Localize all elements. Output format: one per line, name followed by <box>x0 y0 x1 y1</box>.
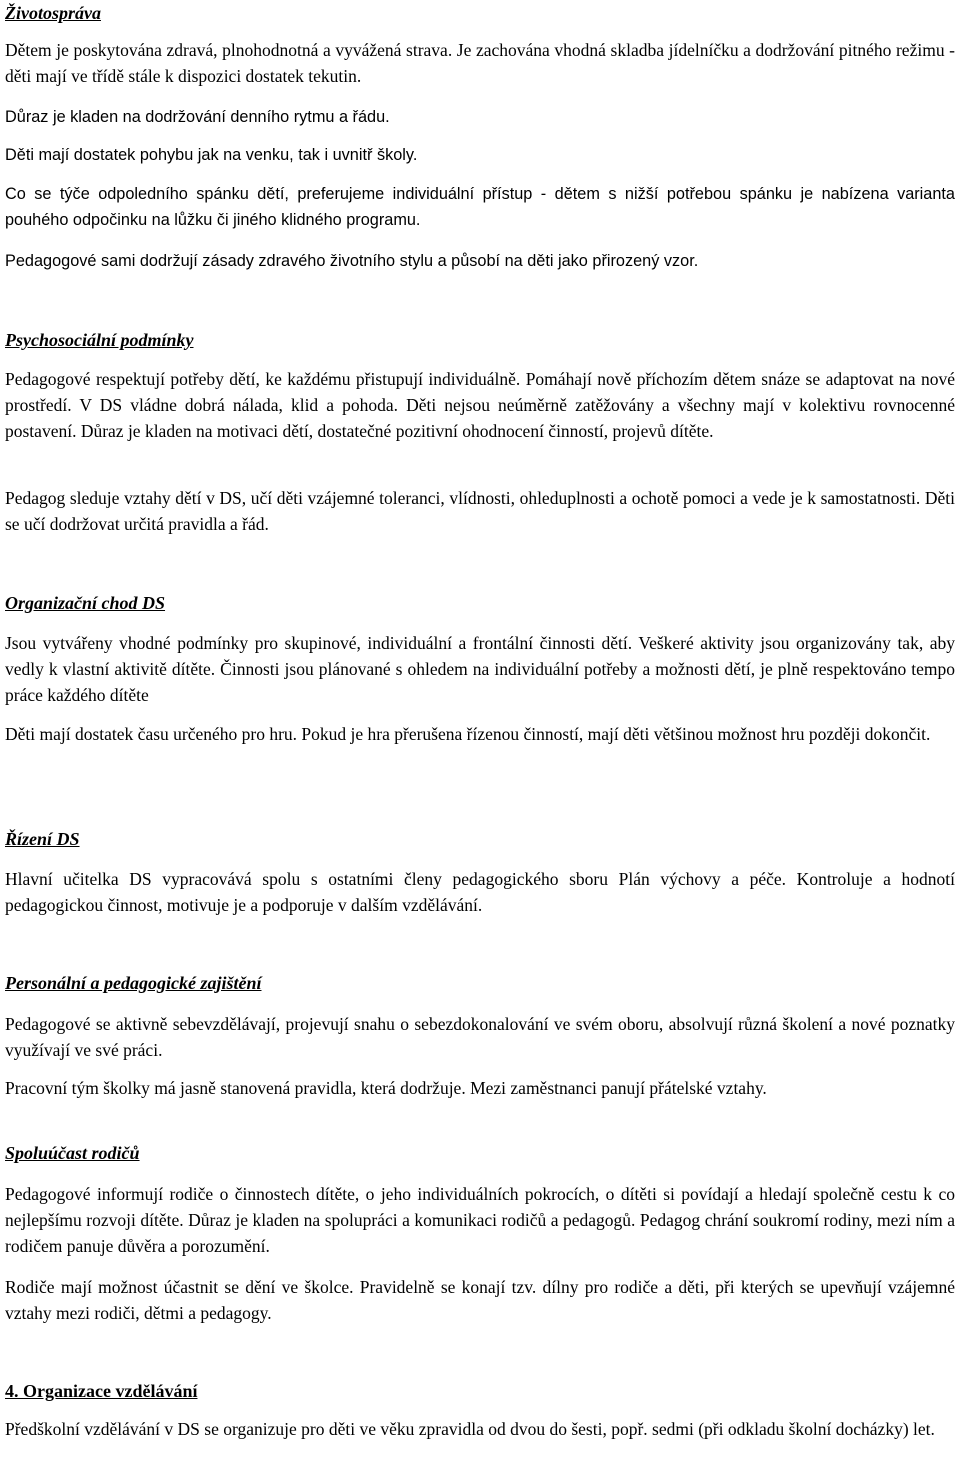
heading-organizace-vzdelavani: 4. Organizace vzdělávání <box>5 1381 198 1401</box>
paragraph: Hlavní učitelka DS vypracovává spolu s ostatními členy pedagogického sboru Plán výchovy a péče. Kontroluje a hodnotí pedagogickou činnost, motivuje je a podporuje v dalším vzdělávání. <box>5 869 955 915</box>
heading-spoluucast: Spoluúčast rodičů <box>5 1143 140 1163</box>
heading-organizacni: Organizační chod DS <box>5 593 166 613</box>
paragraph: Předškolní vzdělávání v DS se organizuje pro děti ve věku zpravidla od dvou do šesti, popř. sedmi (při odkladu školní docházky) let. <box>5 1419 935 1439</box>
paragraph: Pracovní tým školky má jasně stanovená pravidla, která dodržuje. Mezi zaměstnanci panují přátelské vztahy. <box>5 1078 767 1098</box>
paragraph: Pedagogové respektují potřeby dětí, ke každému přistupují individuálně. Pomáhají nově příchozím dětem snáze se adaptovat na nové prostředí. V DS vládne dobrá nálada, klid a pohoda. Děti nejsou neúměrně zatěžovány a všechny mají v kolektivu rovnocenné postavení. Důraz je kladen na motivaci dětí, dostatečné pozitivní ohodnocení činností, projevů dítěte. <box>5 369 955 441</box>
paragraph: Rodiče mají možnost účastnit se dění ve školce. Pravidelně se konají tzv. dílny pro rodiče a děti, při kterých se upevňují vzájemné vztahy mezi rodiči, dětmi a pedagogy. <box>5 1277 955 1323</box>
paragraph: Pedagogové se aktivně sebevzdělávají, projevují snahu o sebezdokonalování ve svém oboru, absolvují různá školení a nové poznatky využívají ve své práci. <box>5 1014 955 1060</box>
paragraph: Děti mají dostatek času určeného pro hru. Pokud je hra přerušena řízenou činností, mají děti většinou možnost hru později dokončit. <box>5 724 931 744</box>
paragraph: Pedagogové informují rodiče o činnostech dítěte, o jeho individuálních pokrocích, o dítěti si povídají a hledají společně cestu k co nejlepšímu rozvoji dítěte. Důraz je kladen na spolupráci a komunikaci rodičů a pedagogů. Pedagog chrání soukromí rodiny, mezi ním a rodičem panuje důvěra a porozumění. <box>5 1184 955 1256</box>
paragraph: Dětem je poskytována zdravá, plnohodnotná a vyvážená strava. Je zachována vhodná skladba jídelníčku a dodržování pitného režimu - děti mají ve třídě stále k dispozici dostatek tekutin. <box>5 40 955 86</box>
paragraph: Děti mají dostatek pohybu jak na venku, tak i uvnitř školy. <box>5 146 418 164</box>
heading-personalni: Personální a pedagogické zajištění <box>5 973 262 993</box>
paragraph: Co se týče odpoledního spánku dětí, preferujeme individuální přístup - dětem s nižší potřebou spánku je nabízena varianta pouhého odpočinku na lůžku či jiného klidného programu. <box>5 185 955 229</box>
heading-rizeni: Řízení DS <box>5 829 80 849</box>
paragraph: Pedagog sleduje vztahy dětí v DS, učí děti vzájemné toleranci, vlídnosti, ohleduplnosti a ochotě pomoci a vede je k samostatnosti. Děti se učí dodržovat určitá pravidla a řád. <box>5 488 955 534</box>
paragraph: Pedagogové sami dodržují zásady zdravého životního stylu a působí na děti jako přirozený vzor. <box>5 252 699 270</box>
paragraph: Důraz je kladen na dodržování denního rytmu a řádu. <box>5 108 390 126</box>
heading-psychosocialni: Psychosociální podmínky <box>5 330 194 350</box>
paragraph: Jsou vytvářeny vhodné podmínky pro skupinové, individuální a frontální činnosti dětí. Veškeré aktivity jsou organizovány tak, aby vedly k vlastní aktivitě dítěte. Činnosti jsou plánované s ohledem na individuální potřeby a možnosti dětí, je plně respektováno tempo práce každého dítěte <box>5 633 955 705</box>
heading-zivotosprava: Životospráva <box>5 3 101 23</box>
